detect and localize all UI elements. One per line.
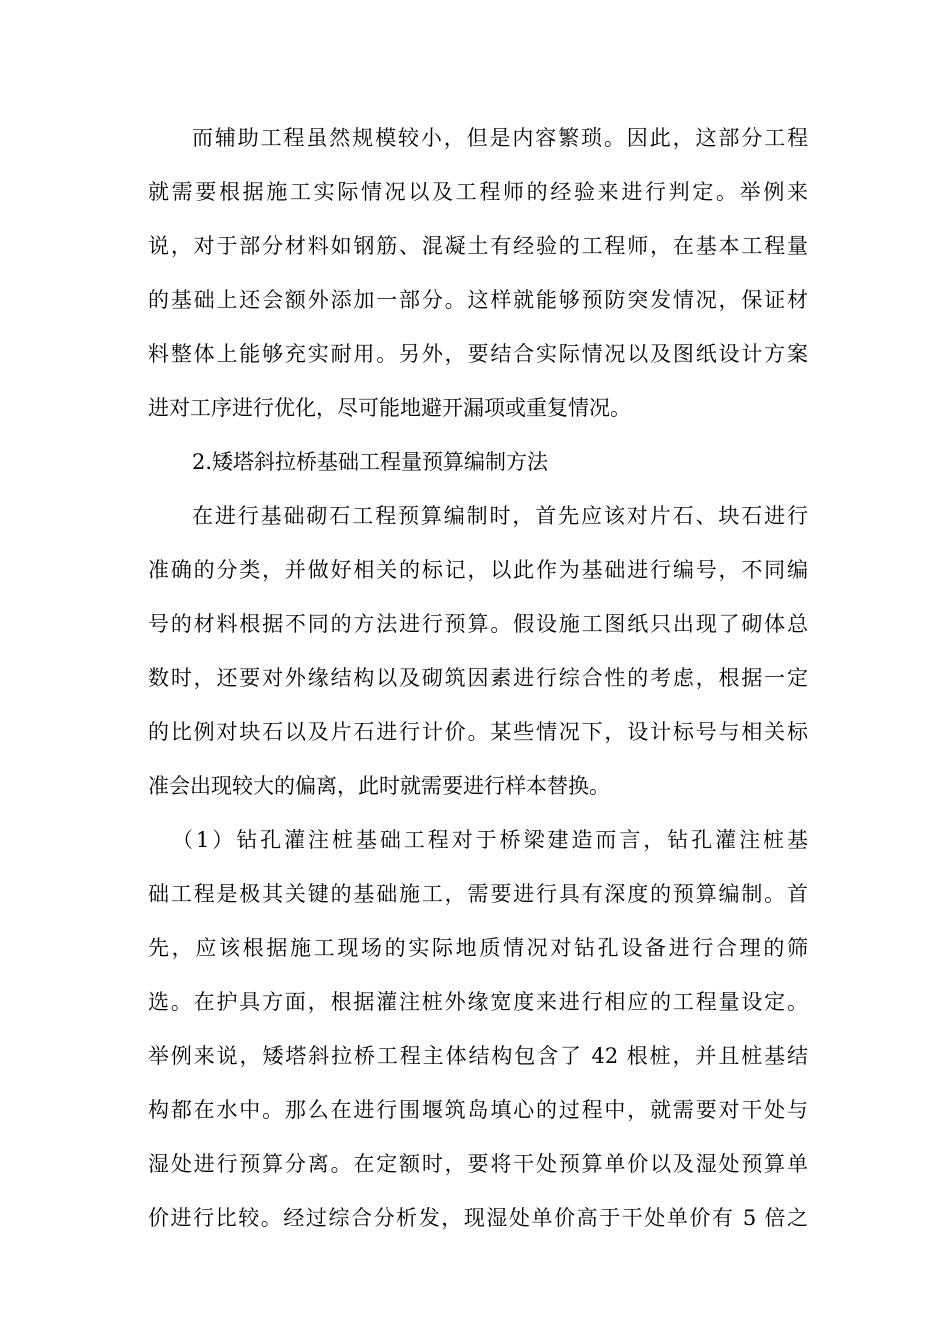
paragraph-line: 举例来说，矮塔斜拉桥工程主体结构包含了 42 根桩，并且桩基结 [148,1044,808,1068]
paragraph-line: 的基础上还会额外添加一部分。这样就能够预防突发情况，保证材 [148,288,808,312]
paragraph-line: 选。在护具方面，根据灌注桩外缘宽度来进行相应的工程量设定。 [148,990,808,1014]
paragraph-line: 料整体上能够充实耐用。另外，要结合实际情况以及图纸设计方案 [148,342,808,366]
paragraph-line: 数时，还要对外缘结构以及砌筑因素进行综合性的考虑，根据一定 [148,666,808,690]
paragraph-line: 先，应该根据施工现场的实际地质情况对钻孔设备进行合理的筛 [148,936,808,960]
paragraph-line: 说，对于部分材料如钢筋、混凝土有经验的工程师，在基本工程量 [148,234,808,258]
paragraph-line: 的比例对块石以及片石进行计价。某些情况下，设计标号与相关标 [148,720,808,744]
paragraph-line: 而辅助工程虽然规模较小，但是内容繁琐。因此，这部分工程 [192,126,808,150]
paragraph-line: 准会出现较大的偏离，此时就需要进行样本替换。 [148,774,610,798]
paragraph-line: 进对工序进行优化，尽可能地避开漏项或重复情况。 [148,396,631,420]
paragraph-line: （1）钻孔灌注桩基础工程对于桥梁建造而言，钻孔灌注桩基 [172,828,808,852]
paragraph-line: 在进行基础砌石工程预算编制时，首先应该对片石、块石进行 [192,504,808,528]
paragraph-line: 准确的分类，并做好相关的标记，以此作为基础进行编号，不同编 [148,558,808,582]
paragraph-line: 湿处进行预算分离。在定额时，要将干处预算单价以及湿处预算单 [148,1152,808,1176]
paragraph-line: 价进行比较。经过综合分析发，现湿处单价高于干处单价有 5 倍之 [148,1206,808,1230]
paragraph-line: 号的材料根据不同的方法进行预算。假设施工图纸只出现了砌体总 [148,612,808,636]
section-heading: 2.矮塔斜拉桥基础工程量预算编制方法 [192,450,549,474]
paragraph-line: 础工程是极其关键的基础施工，需要进行具有深度的预算编制。首 [148,882,808,906]
paragraph-line: 构都在水中。那么在进行围堰筑岛填心的过程中，就需要对干处与 [148,1098,808,1122]
paragraph-line: 就需要根据施工实际情况以及工程师的经验来进行判定。举例来 [148,180,808,204]
